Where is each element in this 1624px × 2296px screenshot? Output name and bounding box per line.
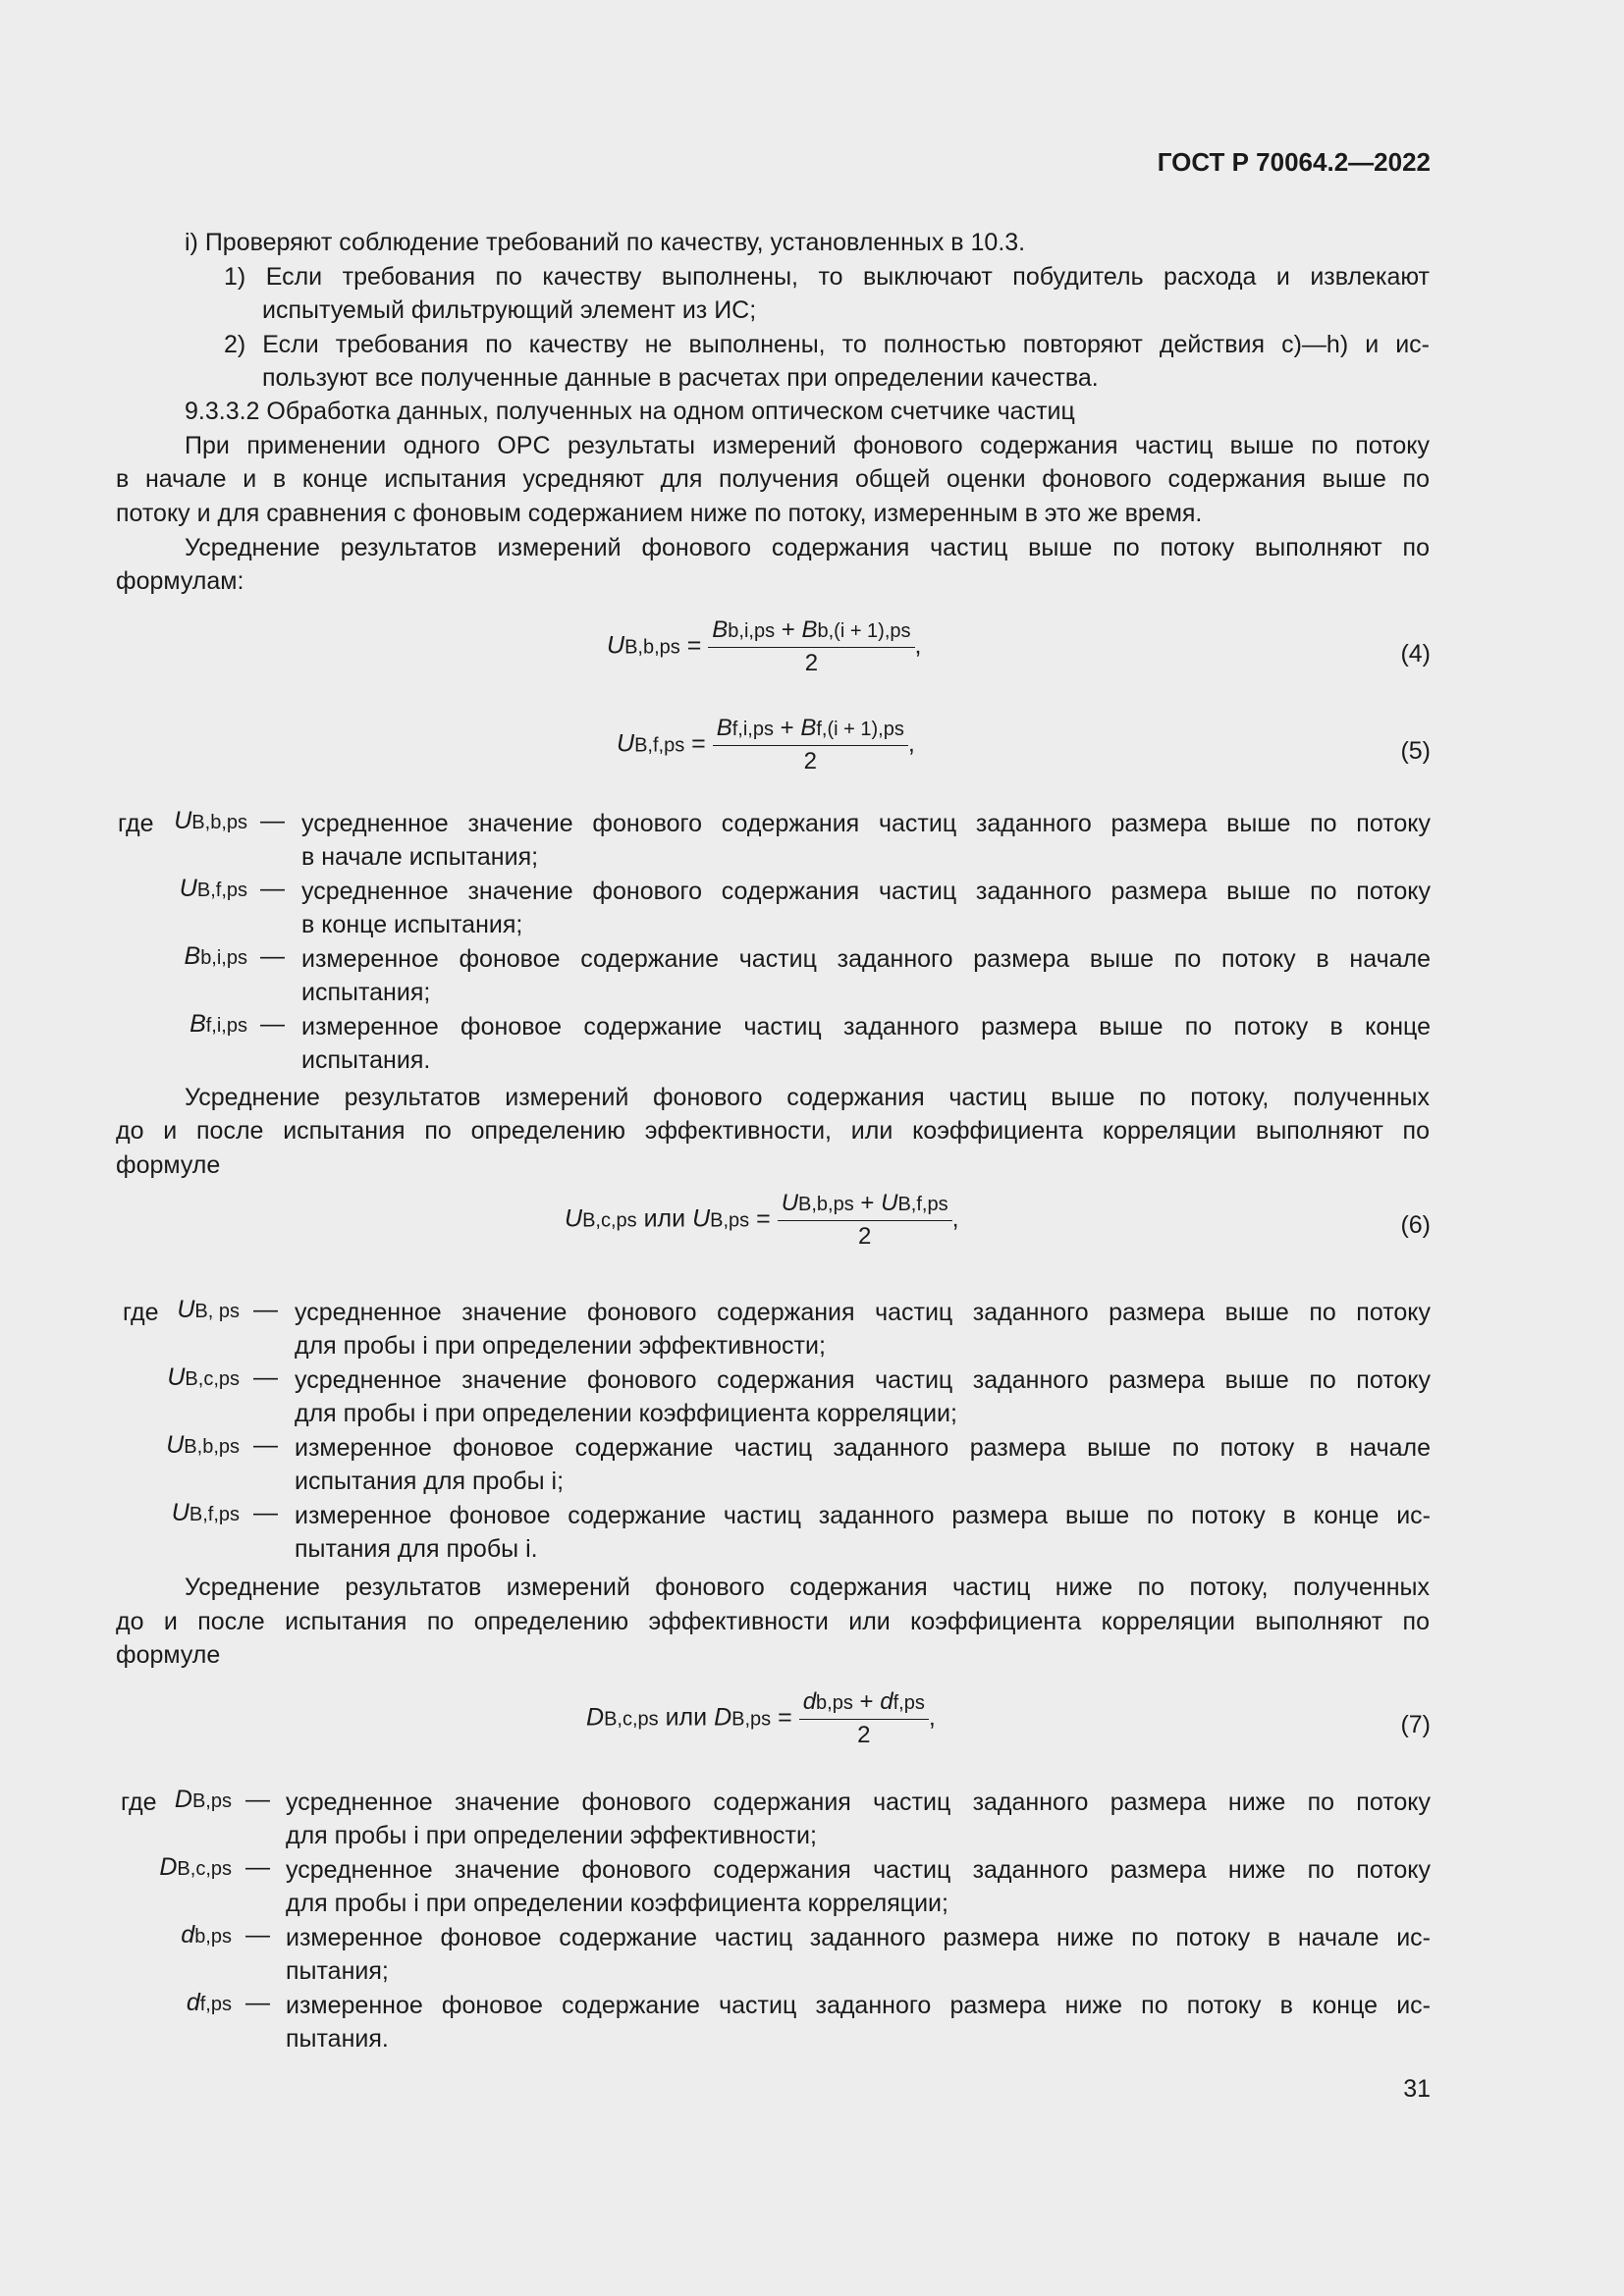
where-symbol: Bb,i,ps bbox=[184, 942, 247, 970]
where-definition: усредненное значение фонового содержания частиц заданного размера выше по потоку для пробы i при определении коэффициента корреляции; bbox=[295, 1366, 1431, 1427]
paragraph-line: потоку и для сравнения с фоновым содержанием ниже по потоку, измеренным в это же время. bbox=[116, 500, 1203, 527]
paragraph-line: до и после испытания по определению эффективности, или коэффициента корреляции выполняют по bbox=[116, 1117, 1430, 1145]
list-item-2-line1: 2) Если требования по качеству не выполнены, то полностью повторяют действия с)—h) и ис- bbox=[224, 331, 1430, 358]
where-definition: усредненное значение фонового содержания частиц заданного размера выше по потоку в начале испытания; bbox=[301, 810, 1431, 871]
paragraph-line: Усреднение результатов измерений фонового содержания частиц выше по потоку выполняют по bbox=[185, 534, 1430, 561]
where-definition: усредненное значение фонового содержания частиц заданного размера ниже по потоку для пробы i при определении эффективности; bbox=[286, 1789, 1431, 1849]
where-symbol: db,ps bbox=[181, 1921, 232, 1949]
paragraph-line: Усреднение результатов измерений фонового содержания частиц выше по потоку, полученных bbox=[185, 1084, 1430, 1111]
section-title: 9.3.3.2 Обработка данных, полученных на одном оптическом счетчике частиц bbox=[185, 398, 1075, 425]
where-dash: — bbox=[245, 1989, 270, 2016]
list-item-1-line2: испытуемый фильтрующий элемент из ИС; bbox=[262, 296, 757, 324]
where-dash: — bbox=[245, 1853, 270, 1881]
where-symbol: Bf,i,ps bbox=[189, 1010, 247, 1038]
list-item-i: i) Проверяют соблюдение требований по качеству, установленных в 10.3. bbox=[185, 229, 1026, 256]
where-definition: усредненное значение фонового содержания частиц заданного размера ниже по потоку для пробы i при определении коэффициента корреляции; bbox=[286, 1856, 1431, 1917]
where-symbol: DB,c,ps bbox=[159, 1853, 232, 1881]
where-dash: — bbox=[245, 1786, 270, 1813]
paragraph-line: в начале и в конце испытания усредняют для получения общей оценки фонового содержания выше по bbox=[116, 465, 1430, 493]
where-dash: — bbox=[253, 1296, 278, 1323]
where-definition: измеренное фоновое содержание частиц заданного размера выше по потоку в начале испытания для пробы i; bbox=[295, 1434, 1431, 1495]
where-definition: измеренное фоновое содержание частиц заданного размера ниже по потоку в конце ис- пытания. bbox=[286, 1992, 1431, 2053]
where-dash: — bbox=[260, 807, 285, 834]
where-symbol: UB,b,ps bbox=[166, 1431, 240, 1459]
paragraph-line: Усреднение результатов измерений фонового содержания частиц ниже по потоку, полученных bbox=[185, 1574, 1430, 1601]
where-dash: — bbox=[253, 1431, 278, 1459]
where-dash: — bbox=[253, 1363, 278, 1391]
where-definition: усредненное значение фонового содержания частиц заданного размера выше по потоку в конце испытания; bbox=[301, 878, 1431, 938]
equation-number: (4) bbox=[1400, 640, 1431, 667]
equation-number: (7) bbox=[1400, 1711, 1431, 1738]
where-definition: усредненное значение фонового содержания частиц заданного размера выше по потоку для пробы i при определении эффективности; bbox=[295, 1299, 1431, 1360]
list-item-2-line2: пользуют все полученные данные в расчетах при определении качества. bbox=[262, 364, 1099, 392]
page-number: 31 bbox=[1403, 2075, 1431, 2103]
formula-5: UB,f,ps = $\frac{Bf,i,ps + Bf,(i + 1),ps}{2}$ , bbox=[617, 715, 915, 774]
where-definition: измеренное фоновое содержание частиц заданного размера выше по потоку в конце испытания. bbox=[301, 1013, 1431, 1074]
where-symbol: DB,ps bbox=[174, 1786, 232, 1813]
where-dash: — bbox=[253, 1499, 278, 1526]
where-definition: измеренное фоновое содержание частиц заданного размера выше по потоку в конце ис- пытания для пробы i. bbox=[295, 1502, 1431, 1563]
equation-number: (5) bbox=[1400, 737, 1431, 765]
where-symbol: UB,c,ps bbox=[167, 1363, 240, 1391]
where-symbol: UB,f,ps bbox=[179, 875, 247, 902]
where-dash: — bbox=[260, 1010, 285, 1038]
formula-7: DB,c,ps или DB,ps = $\frac{db,ps + df,ps}{2}$ , bbox=[586, 1688, 936, 1748]
where-dash: — bbox=[260, 942, 285, 970]
paragraph-line: формуле bbox=[116, 1641, 221, 1669]
paragraph-line: формуле bbox=[116, 1151, 221, 1179]
where-symbol: UB,b,ps bbox=[174, 807, 247, 834]
where-dash: — bbox=[260, 875, 285, 902]
where-symbol: UB, ps bbox=[177, 1296, 240, 1323]
paragraph-line: до и после испытания по определению эффективности или коэффициента корреляции выполняют по bbox=[116, 1608, 1430, 1635]
where-dash: — bbox=[245, 1921, 270, 1949]
formula-6: UB,c,ps или UB,ps = $\frac{UB,b,ps + UB,f,ps}{2}$ , bbox=[565, 1190, 959, 1250]
where-symbol: df,ps bbox=[186, 1989, 232, 2016]
formula-4: UB,b,ps = $\frac{Bb,i,ps + Bb,(i + 1),ps}{2}$ , bbox=[607, 616, 922, 676]
where-word: где bbox=[121, 1789, 157, 1816]
document-id-header: ГОСТ Р 70064.2—2022 bbox=[1157, 147, 1431, 177]
list-item-1-line1: 1) Если требования по качеству выполнены, то выключают побудитель расхода и извлекают bbox=[224, 263, 1430, 291]
paragraph-line: формулам: bbox=[116, 567, 244, 595]
where-definition: измеренное фоновое содержание частиц заданного размера ниже по потоку в начале ис- пытания; bbox=[286, 1924, 1431, 1985]
where-definition: измеренное фоновое содержание частиц заданного размера выше по потоку в начале испытания; bbox=[301, 945, 1431, 1006]
paragraph-line: При применении одного OPC результаты измерений фонового содержания частиц выше по потоку bbox=[185, 432, 1430, 459]
where-word: где bbox=[118, 810, 154, 837]
where-word: где bbox=[123, 1299, 159, 1326]
equation-number: (6) bbox=[1400, 1211, 1431, 1239]
where-symbol: UB,f,ps bbox=[171, 1499, 240, 1526]
